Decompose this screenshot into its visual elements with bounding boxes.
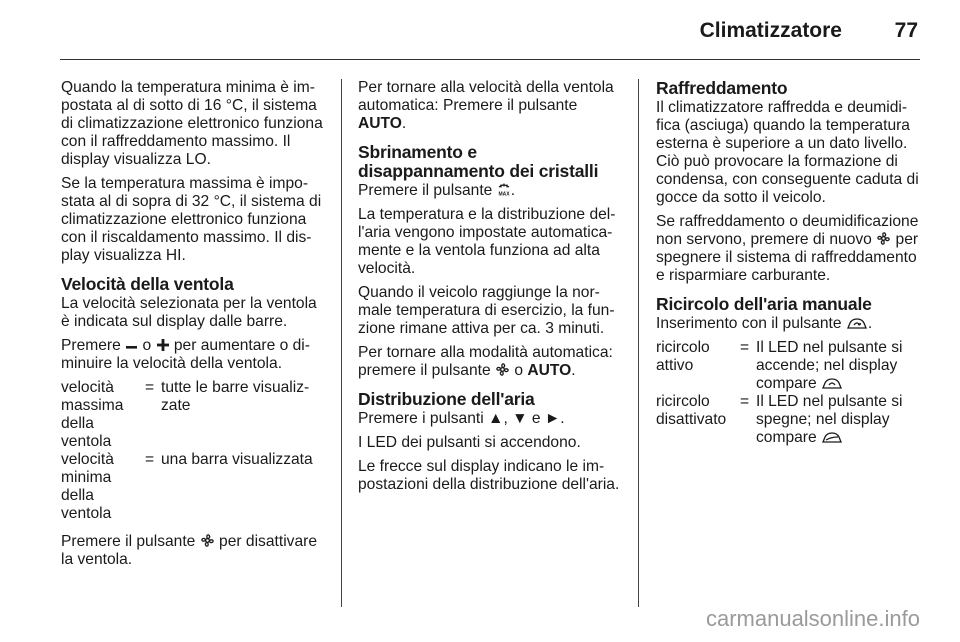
paragraph: Se la temperatura massima è impostata al di sopra di 32 °C, il sistema di climatizzazione elettronico funziona con il riscaldamento massimo. Il display visualizza HI. <box>61 175 322 264</box>
defrost-max-icon <box>497 182 511 197</box>
table-row: velocità minima della ventola = una barra visualizzata <box>61 451 313 522</box>
paragraph: Premere il pulsante per disattivare la ventola. <box>61 533 317 568</box>
paragraph: Premere i pulsanti ▲, ▼ e ►. <box>358 410 565 427</box>
column-2 <box>358 79 624 500</box>
paragraph: La temperatura e la distribuzione dell'aria vengono impostate automaticamente e la ventola funziona ad alta velocità. <box>358 206 616 277</box>
fan-icon <box>495 362 510 377</box>
column-divider-2 <box>638 79 639 607</box>
table-row: ricircolo disattivato = Il LED nel pulsante si spegne; nel display compare <box>656 393 903 446</box>
paragraph: Il climatizzatore raffredda e deumidifica (asciuga) quando la temperatura esterna è superiore a un dato livello. Ciò può provocare la formazione di condensa, con conseguente caduta di gocce da sotto il veicolo. <box>656 99 919 206</box>
paragraph: I LED dei pulsanti si accendono. <box>358 434 581 451</box>
section-heading-fan-speed: Velocità della ventola <box>61 274 234 294</box>
page-number: 77 <box>894 19 918 42</box>
section-heading-recirculation: Ricircolo dell'aria manuale <box>656 294 872 314</box>
section-heading-cooling: Raffreddamento <box>656 78 788 98</box>
plus-icon <box>156 338 170 352</box>
paragraph: Quando la temperatura minima è impostata al di sotto di 16 °C, il sistema di climatizzazione elettronico funziona con il raffreddamento massimo. Il display visualizza LO. <box>61 79 323 168</box>
recirculation-icon <box>846 317 868 330</box>
section-heading-air-distribution: Distribuzione dell'aria <box>358 389 535 409</box>
fan-icon <box>200 533 215 548</box>
paragraph: Le frecce sul display indicano le impostazioni della distribuzione dell'aria. <box>358 458 620 493</box>
watermark: carmanualsonline.info <box>705 606 920 631</box>
paragraph: Inserimento con il pulsante . <box>656 315 873 332</box>
paragraph: Per tornare alla modalità automatica: premere il pulsante o AUTO. <box>358 344 613 379</box>
page-header <box>0 0 960 60</box>
recirculation-table <box>656 339 922 447</box>
paragraph: Premere il pulsante MAX . <box>358 182 516 199</box>
column-3 <box>656 79 922 457</box>
paragraph: Se raffreddamento o deumidificazione non servono, premere di nuovo per spegnere il sistema di raffreddamento e risparmiare carburante. <box>656 213 919 284</box>
svg-text:MAX: MAX <box>498 191 510 197</box>
paragraph: La velocità selezionata per la ventola è indicata sul display dalle barre. <box>61 295 317 330</box>
section-heading-defrost: Sbrinamento e disappannamento dei cristalli <box>358 142 599 181</box>
fan-speed-table <box>61 379 329 523</box>
column-divider-1 <box>341 79 342 607</box>
paragraph: Quando il veicolo raggiunge la normale temperatura di esercizio, la funzione rimane attiva per ca. 3 minuti. <box>358 284 615 337</box>
table-row: ricircolo attivo = Il LED nel pulsante si accende; nel display compare <box>656 339 903 392</box>
paragraph: Per tornare alla velocità della ventola automatica: Premere il pulsante AUTO. <box>358 79 614 132</box>
fan-icon <box>876 231 891 246</box>
header-title: Climatizzatore <box>699 19 842 42</box>
recirculation-icon <box>821 377 843 390</box>
table-row: velocità massima della ventola = tutte le barre visualizzate <box>61 379 310 450</box>
paragraph: Premere o per aumentare o diminuire la velocità della ventola. <box>61 337 310 372</box>
column-1 <box>61 79 329 575</box>
minus-icon <box>125 342 138 352</box>
header-divider <box>60 59 920 60</box>
fresh-air-icon <box>821 431 843 444</box>
